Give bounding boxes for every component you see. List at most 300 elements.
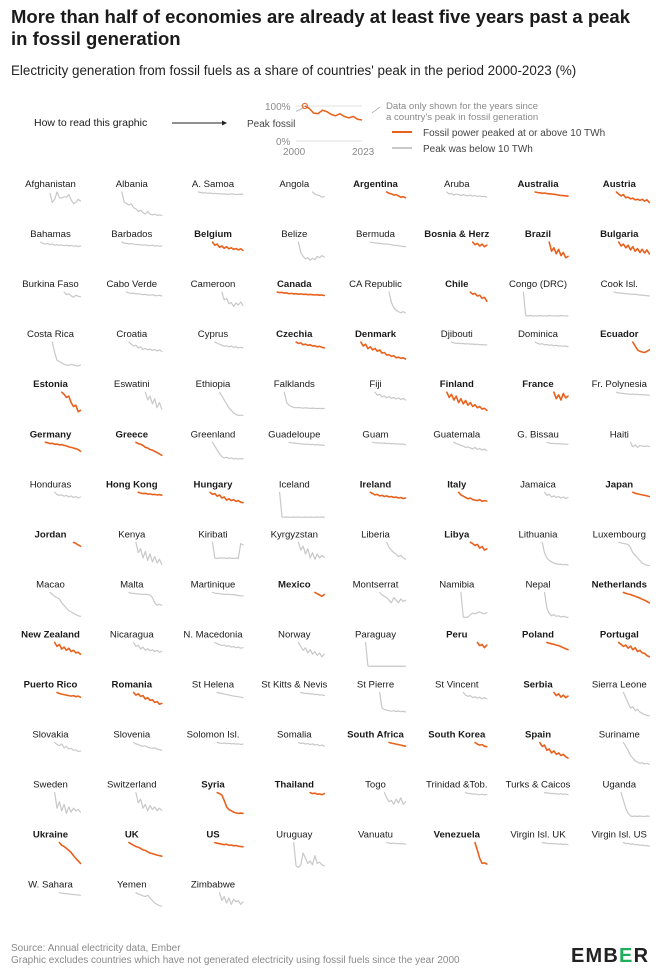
legend-grey-label: Peak was below 10 TWh — [423, 144, 533, 155]
series-line-angola — [313, 192, 325, 197]
country-label-australia: Australia — [517, 179, 559, 190]
country-label-nicaragua: Nicaragua — [109, 629, 154, 641]
panel-haiti — [610, 429, 650, 447]
series-line-bermuda — [370, 242, 405, 247]
series-line-suriname — [623, 743, 649, 765]
panel-bermuda — [356, 229, 405, 247]
series-line-mexico — [315, 592, 324, 596]
series-line-ca-republic — [389, 292, 405, 313]
country-label-poland: Poland — [522, 629, 554, 641]
panel-liberia — [361, 529, 405, 559]
country-label-st-helena: St Helena — [191, 679, 235, 691]
chart-subtitle: Electricity generation from fossil fuels as a share of countries' peak in the period 2000-2023 (%) — [11, 63, 577, 78]
panel-denmark — [355, 329, 406, 359]
panel-g-bissau — [517, 429, 568, 444]
country-label-honduras: Honduras — [29, 479, 72, 491]
panel-yemen — [117, 880, 162, 907]
series-line-luxembourg — [619, 542, 650, 565]
series-line-montserrat — [380, 592, 406, 602]
panel-macao — [36, 579, 80, 616]
country-label-norway: Norway — [278, 629, 311, 641]
panel-bosnia-herz — [424, 229, 489, 247]
panel-slovakia — [32, 730, 80, 752]
series-line-peru — [477, 643, 486, 648]
series-line-paraguay — [366, 643, 406, 667]
series-line-afghanistan — [50, 192, 81, 204]
panel-romania — [112, 680, 162, 705]
country-label-romania: Romania — [111, 679, 153, 691]
country-label-sierra-leone: Sierra Leone — [591, 679, 647, 691]
series-line-uruguay — [294, 843, 325, 868]
country-label-st-pierre: St Pierre — [356, 679, 395, 691]
series-line-ethiopia — [220, 392, 244, 415]
country-label-syria: Syria — [201, 779, 225, 791]
country-label-ukraine: Ukraine — [32, 829, 69, 841]
panel-canada — [277, 279, 324, 295]
panel-vanuatu — [358, 830, 406, 845]
country-label-costa-rica: Costa Rica — [27, 329, 74, 341]
country-label-kiribati: Kiribati — [198, 529, 228, 541]
panel-uruguay — [276, 830, 324, 868]
panel-angola — [279, 179, 324, 197]
country-label-eswatini: Eswatini — [113, 379, 150, 391]
panel-martinique — [191, 579, 243, 596]
panel-namibia — [439, 579, 487, 617]
series-line-albania — [122, 192, 162, 215]
panel-afghanistan — [25, 179, 80, 204]
series-line-jamaica — [545, 492, 569, 498]
country-label-burkina-faso: Burkina Faso — [22, 279, 79, 291]
panel-nepal — [525, 579, 568, 617]
country-label-zimbabwe: Zimbabwe — [190, 879, 236, 891]
panel-montserrat — [353, 579, 406, 602]
series-line-puerto-rico — [57, 693, 81, 698]
series-line-norway — [298, 643, 324, 657]
country-label-trinidad-tob: Trinidad &Tob. — [426, 779, 488, 791]
series-line-g-bissau — [547, 442, 568, 444]
panel-st-helena — [192, 680, 243, 698]
country-label-mexico: Mexico — [278, 579, 311, 591]
panel-cabo-verde — [106, 279, 161, 296]
country-label-virgin-isl-uk: Virgin Isl. UK — [510, 829, 566, 841]
series-line-south-africa — [389, 743, 405, 747]
series-line-ecuador — [633, 342, 650, 352]
panel-portugal — [600, 630, 649, 657]
series-line-togo — [384, 793, 405, 805]
panel-greece — [116, 429, 162, 455]
panel-peru — [446, 630, 487, 648]
panel-cyprus — [198, 329, 243, 348]
country-label-croatia: Croatia — [116, 329, 148, 341]
series-line-sierra-leone — [623, 693, 649, 716]
country-label-falklands: Falklands — [273, 379, 315, 391]
country-label-libya: Libya — [444, 529, 470, 541]
panel-luxembourg — [593, 529, 650, 565]
series-line-switzerland — [136, 793, 162, 811]
country-label-macao: Macao — [36, 579, 65, 591]
country-label-hungary: Hungary — [193, 479, 233, 491]
panel-st-kitts-nevis — [261, 680, 327, 696]
country-label-barbados: Barbados — [111, 229, 153, 241]
series-line-hungary — [210, 492, 243, 502]
panel-suriname — [599, 730, 650, 765]
panel-japan — [605, 479, 649, 496]
country-label-bosnia-herz: Bosnia & Herz — [424, 229, 490, 241]
panel-puerto-rico — [24, 680, 81, 698]
panel-croatia — [116, 329, 161, 351]
country-label-g-bissau: G. Bissau — [517, 429, 559, 441]
panel-cameroon — [191, 279, 243, 306]
panel-mexico — [278, 579, 324, 596]
panel-somalia — [277, 730, 324, 747]
panel-sweden — [33, 780, 80, 814]
panel-hungary — [194, 479, 243, 502]
panel-dominica — [518, 329, 568, 347]
panel-poland — [522, 630, 568, 650]
country-label-uruguay: Uruguay — [276, 829, 313, 841]
series-line-turks-caicos — [545, 793, 569, 795]
key-peak-label: Peak fossil — [247, 119, 296, 130]
country-label-slovenia: Slovenia — [113, 729, 151, 741]
panel-ecuador — [600, 329, 649, 352]
panel-aruba — [444, 179, 487, 197]
series-line-slovenia — [134, 743, 162, 751]
footer — [11, 943, 460, 967]
panel-malta — [120, 579, 162, 605]
country-label-turks-caicos: Turks & Caicos — [505, 779, 571, 791]
series-line-honduras — [55, 492, 81, 498]
country-label-virgin-isl-us: Virgin Isl. US — [591, 829, 647, 841]
panel-thailand — [275, 780, 325, 795]
panel-zimbabwe — [191, 880, 243, 905]
series-line-guatemala — [454, 442, 487, 450]
series-line-n-macedonia — [215, 643, 243, 649]
series-line-costa-rica — [52, 342, 80, 366]
country-label-montserrat: Montserrat — [352, 579, 399, 591]
panel-slovenia — [113, 730, 161, 751]
panel-nicaragua — [110, 630, 162, 653]
series-line-brazil — [549, 242, 568, 258]
country-label-south-korea: South Korea — [428, 729, 486, 741]
country-label-czechia: Czechia — [276, 329, 313, 341]
panel-falklands — [274, 379, 325, 408]
country-label-serbia: Serbia — [523, 679, 553, 691]
country-label-ethiopia: Ethiopia — [195, 379, 231, 391]
series-line-czechia — [296, 342, 324, 348]
panel-kyrgyzstan — [271, 529, 325, 559]
country-label-germany: Germany — [29, 429, 72, 441]
series-line-venezuela — [475, 843, 487, 864]
panel-switzerland — [107, 780, 162, 811]
series-line-zimbabwe — [220, 893, 244, 905]
country-label-solomon-isl: Solomon Isl. — [186, 729, 240, 741]
panel-st-pierre — [357, 680, 406, 713]
series-line-belgium — [213, 242, 244, 250]
country-label-japan: Japan — [605, 479, 634, 491]
series-line-argentina — [387, 192, 406, 198]
key-note-line2: a country's peak in fossil generation — [386, 112, 539, 123]
series-line-syria — [217, 793, 243, 814]
panel-austria — [603, 179, 650, 202]
ember-logo — [571, 945, 649, 968]
country-label-vanuatu: Vanuatu — [357, 829, 394, 841]
country-label-albania: Albania — [115, 179, 148, 190]
series-line-solomon-isl — [217, 743, 243, 745]
country-label-a-samoa: A. Samoa — [191, 179, 235, 190]
country-label-namibia: Namibia — [439, 579, 475, 591]
country-label-jamaica: Jamaica — [520, 479, 556, 491]
series-line-liberia — [387, 542, 406, 559]
series-line-bahamas — [41, 242, 81, 246]
series-line-cabo-verde — [127, 292, 162, 296]
series-line-sweden — [55, 793, 81, 814]
panel-kenya — [118, 529, 162, 564]
country-label-canada: Canada — [276, 279, 312, 291]
panel-netherlands — [592, 579, 650, 602]
country-label-congo-drc: Congo (DRC) — [508, 279, 568, 291]
series-line-nepal — [545, 592, 569, 617]
series-line-finland — [447, 392, 487, 410]
series-line-aruba — [447, 192, 487, 197]
country-label-afghanistan: Afghanistan — [25, 179, 76, 190]
series-line-macao — [50, 592, 81, 616]
series-line-fiji — [375, 392, 406, 400]
country-label-fiji: Fiji — [369, 379, 382, 391]
series-line-malta — [129, 592, 162, 605]
series-line-burkina-faso — [64, 292, 80, 297]
country-label-martinique: Martinique — [190, 579, 236, 591]
key-label-100: 100% — [265, 102, 291, 113]
legend-orange-label: Fossil power peaked at or above 10 TWh — [423, 128, 606, 139]
country-label-italy: Italy — [447, 479, 467, 491]
country-label-hong-kong: Hong Kong — [105, 479, 158, 491]
country-label-paraguay: Paraguay — [354, 629, 397, 641]
country-label-jordan: Jordan — [34, 529, 67, 541]
panel-finland — [440, 379, 487, 410]
series-line-guadeloupe — [289, 442, 324, 445]
series-line-greenland — [213, 442, 244, 459]
panel-ethiopia — [196, 379, 243, 415]
country-label-belize: Belize — [281, 229, 308, 241]
series-line-italy — [459, 492, 487, 501]
country-label-thailand: Thailand — [274, 779, 315, 791]
series-line-uk — [129, 843, 162, 857]
panel-w-sahara — [28, 880, 80, 896]
brand-accent-letter: E — [619, 945, 634, 967]
country-label-cyprus: Cyprus — [197, 329, 229, 341]
series-line-cyprus — [215, 342, 243, 348]
country-label-estonia: Estonia — [33, 379, 68, 391]
series-line-falklands — [284, 392, 324, 408]
panel-lithuania — [519, 529, 568, 565]
panel-turks-caicos — [506, 780, 571, 795]
country-label-guam: Guam — [362, 429, 389, 441]
series-line-spain — [540, 743, 568, 759]
series-line-kyrgyzstan — [298, 542, 324, 559]
country-label-denmark: Denmark — [354, 329, 397, 341]
country-label-uk: UK — [124, 829, 139, 841]
panel-honduras — [30, 479, 81, 498]
panel-iceland — [279, 479, 324, 517]
series-line-somalia — [298, 743, 324, 747]
panel-syria — [201, 780, 243, 814]
series-line-bulgaria — [619, 242, 650, 254]
panel-guadeloupe — [268, 429, 324, 445]
series-line-cameroon — [222, 292, 243, 306]
series-line-virgin-isl-uk — [542, 843, 568, 845]
country-label-dominica: Dominica — [518, 329, 558, 341]
brand-suffix: R — [633, 945, 650, 967]
series-line-serbia — [554, 693, 568, 698]
series-line-st-helena — [217, 693, 243, 698]
series-line-haiti — [631, 442, 650, 447]
country-label-st-kitts-nevis: St Kitts & Nevis — [261, 679, 328, 691]
series-line-fr-polynesia — [616, 392, 649, 395]
country-label-ecuador: Ecuador — [600, 329, 639, 341]
country-label-nepal: Nepal — [525, 579, 551, 591]
panel-ca-republic — [349, 279, 405, 313]
country-label-cabo-verde: Cabo Verde — [106, 279, 158, 291]
panel-italy — [447, 479, 487, 501]
panel-ukraine — [33, 830, 81, 864]
series-line-djibouti — [452, 342, 487, 345]
country-label-suriname: Suriname — [598, 729, 640, 741]
series-line-virgin-isl-us — [623, 843, 649, 847]
panel-fiji — [369, 379, 405, 400]
series-line-portugal — [619, 643, 650, 657]
country-label-luxembourg: Luxembourg — [592, 529, 646, 541]
panel-chile — [445, 279, 487, 301]
series-line-yemen — [136, 893, 162, 907]
panel-new-zealand — [21, 630, 80, 655]
series-line-st-vincent — [463, 693, 487, 700]
panel-spain — [525, 730, 568, 759]
country-label-switzerland: Switzerland — [107, 779, 157, 791]
series-line-chile — [470, 292, 487, 301]
series-line-estonia — [62, 392, 81, 412]
series-line-netherlands — [623, 592, 649, 602]
country-label-greenland: Greenland — [190, 429, 236, 441]
series-line-greece — [136, 442, 162, 455]
series-line-croatia — [129, 342, 162, 351]
country-label-haiti: Haiti — [609, 429, 629, 441]
country-label-greece: Greece — [115, 429, 149, 441]
country-label-n-macedonia: N. Macedonia — [183, 629, 243, 641]
country-label-st-vincent: St Vincent — [435, 679, 479, 691]
series-line-denmark — [361, 342, 406, 359]
series-line-thailand — [310, 793, 324, 795]
panel-us — [206, 830, 243, 847]
panel-costa-rica — [27, 329, 80, 366]
source-note: Source: Annual electricity data, Ember — [11, 943, 181, 954]
country-label-uganda: Uganda — [602, 779, 637, 791]
panel-south-africa — [347, 730, 405, 747]
country-label-us: US — [206, 829, 220, 841]
country-label-w-sahara: W. Sahara — [28, 879, 73, 891]
country-label-guatemala: Guatemala — [433, 429, 481, 441]
country-label-peru: Peru — [446, 629, 468, 641]
panel-kiribati — [198, 529, 243, 558]
series-line-cook-isl — [614, 292, 649, 296]
country-label-kyrgyzstan: Kyrgyzstan — [270, 529, 319, 541]
panel-barbados — [111, 229, 162, 246]
series-line-st-kitts-nevis — [301, 693, 325, 696]
panel-belgium — [194, 229, 243, 250]
panel-sierra-leone — [592, 680, 649, 716]
series-line-jordan — [74, 542, 81, 546]
series-line-japan — [633, 492, 650, 496]
key-note-line1: Data only shown for the years since — [386, 101, 538, 112]
country-label-fr-polynesia: Fr. Polynesia — [591, 379, 648, 391]
panel-france — [522, 379, 568, 400]
country-label-iceland: Iceland — [278, 479, 310, 491]
panel-djibouti — [441, 329, 487, 345]
series-line-w-sahara — [59, 893, 80, 896]
country-label-djibouti: Djibouti — [440, 329, 473, 341]
country-label-yemen: Yemen — [117, 879, 147, 891]
series-line-germany — [45, 442, 80, 451]
series-line-australia — [535, 192, 568, 196]
panel-jamaica — [520, 479, 568, 498]
country-label-sweden: Sweden — [33, 779, 68, 791]
country-label-cameroon: Cameroon — [190, 279, 236, 291]
series-line-hong-kong — [138, 492, 162, 495]
how-to-read-label: How to read this graphic — [34, 117, 148, 129]
key-label-0: 0% — [276, 137, 291, 148]
series-line-canada — [277, 292, 324, 295]
country-label-venezuela: Venezuela — [433, 829, 481, 841]
panel-guam — [362, 429, 405, 444]
panel-greenland — [191, 429, 243, 459]
panel-bahamas — [30, 229, 80, 246]
country-label-new-zealand: New Zealand — [21, 629, 80, 641]
panel-south-korea — [428, 730, 487, 747]
country-label-cook-isl: Cook Isl. — [600, 279, 638, 291]
panel-brazil — [525, 229, 568, 258]
panel-argentina — [353, 179, 405, 198]
panel-guatemala — [433, 429, 486, 450]
country-label-portugal: Portugal — [599, 629, 639, 641]
series-line-poland — [547, 643, 568, 650]
country-label-brazil: Brazil — [524, 229, 552, 241]
series-line-martinique — [213, 592, 244, 596]
panel-trinidad-tob — [426, 780, 488, 795]
panel-hong-kong — [106, 479, 162, 495]
country-label-angola: Angola — [279, 179, 310, 190]
panel-germany — [30, 429, 81, 451]
series-line-nicaragua — [134, 643, 162, 653]
country-label-argentina: Argentina — [353, 179, 398, 190]
panel-fr-polynesia — [592, 379, 650, 395]
panel-cook-isl — [601, 279, 650, 296]
series-line-iceland — [280, 492, 325, 517]
series-line-uganda — [621, 793, 649, 817]
key-label-2000: 2000 — [283, 147, 306, 158]
country-label-netherlands: Netherlands — [591, 579, 648, 591]
country-label-chile: Chile — [445, 279, 469, 291]
country-label-south-africa: South Africa — [347, 729, 404, 741]
series-line-libya — [470, 542, 487, 550]
panel-serbia — [523, 680, 568, 698]
country-label-liberia: Liberia — [361, 529, 390, 541]
series-line-vanuatu — [387, 843, 406, 845]
series-line-kiribati — [213, 542, 244, 558]
key-label-2023: 2023 — [352, 147, 375, 158]
country-label-ireland: Ireland — [359, 479, 392, 491]
panel-solomon-isl — [187, 730, 243, 745]
panel-czechia — [276, 329, 324, 348]
panel-ireland — [360, 479, 406, 498]
